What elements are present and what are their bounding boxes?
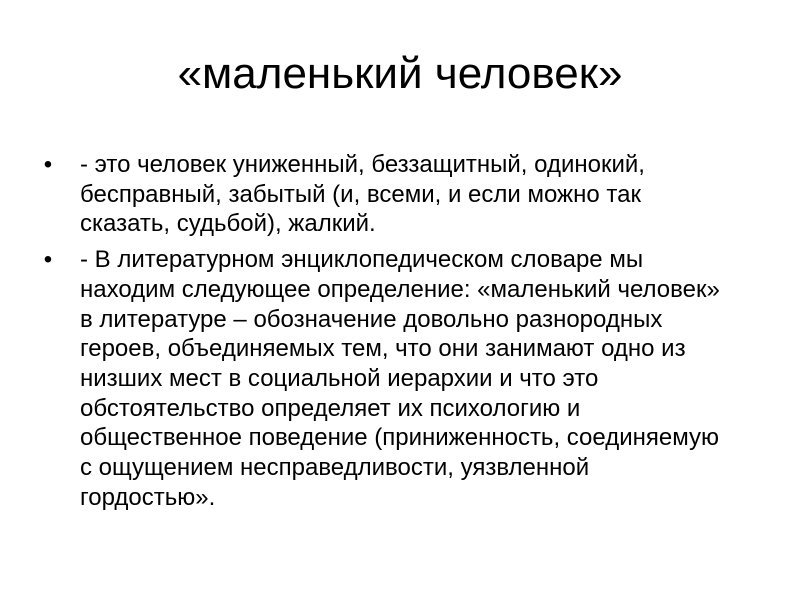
bullet-item-definition [40,150,720,239]
bullet-list [40,150,720,518]
bullet-marker: • [43,151,53,178]
bullet-marker: • [43,246,53,274]
slide-title: «маленький человек» [177,49,623,98]
bullet-item-encyclopedia [40,245,720,512]
bullet-text-definition: - это человек униженный, беззащитный, одинокий, бесправный, забытый (и, всеми, и если можно так сказать, судьбой), жалкий. [80,151,645,238]
bullet-text-encyclopedia: - В литературном энциклопедическом словаре мы находим следующее определение: «маленький человек» в литературе – обозначение довольно разнородных героев, объединяемых тем, что они занимают одно из низших мест в социальной иерархии и что это обстоятельство определяет их психологию и общественное поведение (приниженность, соединяемую с ощущением несправедливости, уязвленной гордостью». [80,246,720,511]
